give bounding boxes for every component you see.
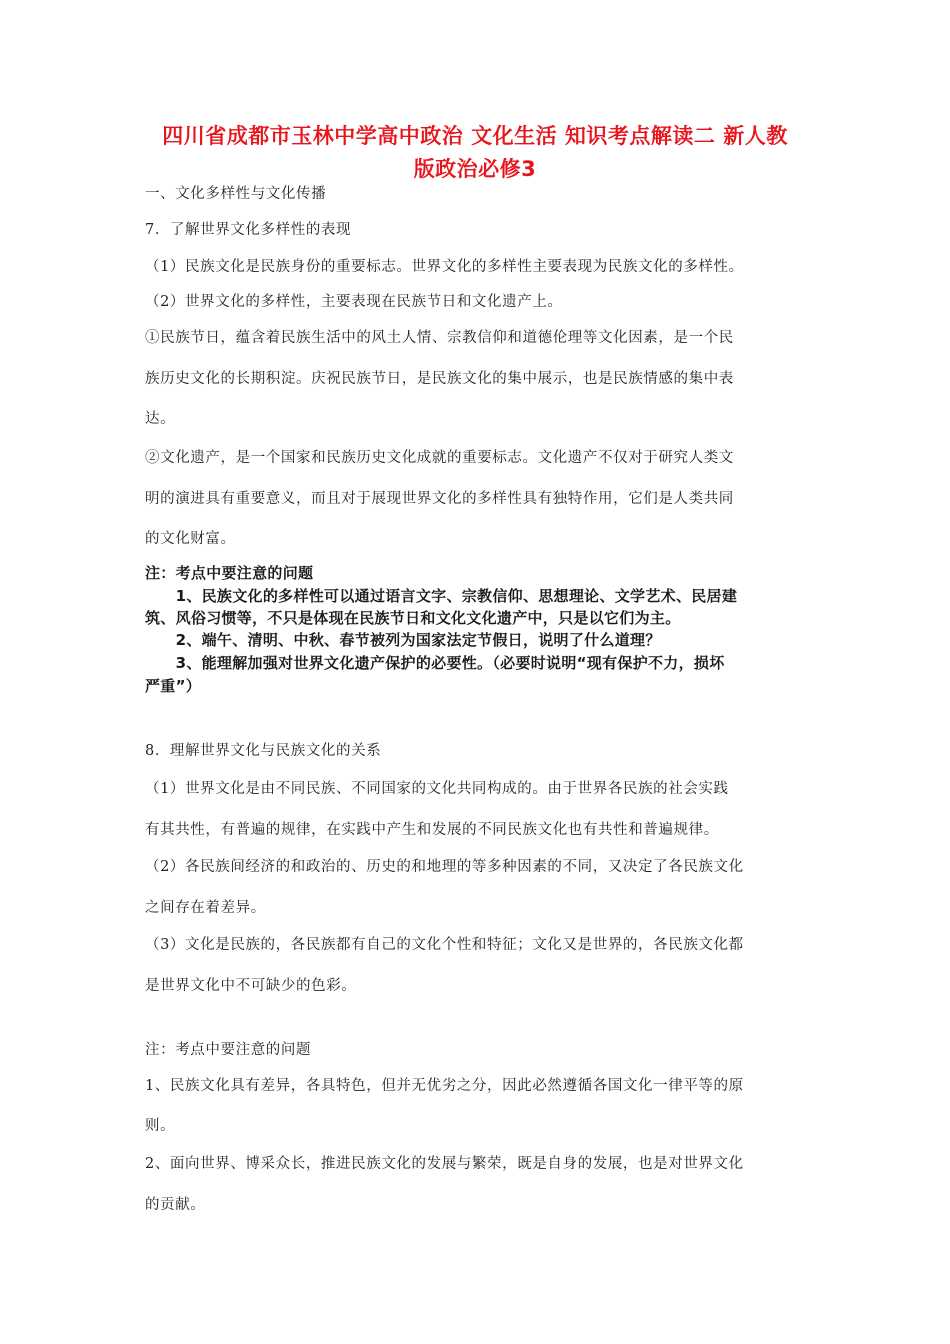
item7-paragraph-1: （1）民族文化是民族身份的重要标志。世界文化的多样性主要表现为民族文化的多样性。 (145, 259, 744, 275)
item8-paragraph-3-line-2: 是世界文化中不可缺少的色彩。 (145, 978, 357, 994)
item8-heading: 8．理解世界文化与民族文化的关系 (145, 743, 382, 759)
item7-paragraph-4-line-2: 明的演进具有重要意义，而且对于展现世界文化的多样性具有独特作用，它们是人类共同 (145, 491, 734, 507)
note7-item-2: 2、端午、清明、中秋、春节被列为国家法定节假日，说明了什么道理？ (145, 631, 661, 649)
note8-item-2-line-2: 的贡献。 (145, 1197, 206, 1213)
item7-paragraph-2: （2）世界文化的多样性，主要表现在民族节日和文化遗产上。 (145, 294, 563, 310)
note7-heading: 注：考点中要注意的问题 (145, 564, 314, 582)
item7-heading: 7．了解世界文化多样性的表现 (145, 222, 352, 238)
title-line-1: 四川省成都市玉林中学高中政治 文化生活 知识考点解读二 新人教 (162, 124, 788, 148)
item7-paragraph-3-line-1: ①民族节日，蕴含着民族生活中的风土人情、宗教信仰和道德伦理等文化因素，是一个民 (145, 330, 734, 346)
item8-paragraph-1-line-2: 有其共性，有普遍的规律，在实践中产生和发展的不同民族文化也有共性和普遍规律。 (145, 822, 719, 838)
item8-paragraph-1-line-1: （1）世界文化是由不同民族、不同国家的文化共同构成的。由于世界各民族的社会实践 (145, 781, 729, 797)
item8-paragraph-2-line-1: （2）各民族间经济的和政治的、历史的和地理的等多种因素的不同，又决定了各民族文化 (145, 859, 744, 875)
title-line-2: 版政治必修3 (413, 157, 537, 181)
note7-item-1-line-1: 1、民族文化的多样性可以通过语言文字、宗教信仰、思想理论、文学艺术、民居建 (145, 587, 738, 605)
item7-paragraph-4-line-3: 的文化财富。 (145, 531, 236, 547)
note7-item-1-line-2: 筑、风俗习惯等，不只是体现在民族节日和文化文化遗产中，只是以它们为主。 (145, 609, 681, 627)
note7-item-3-line-1: 3、能理解加强对世界文化遗产保护的必要性。（必要时说明“现有保护不力，损坏 (145, 654, 725, 672)
section-heading: 一、文化多样性与文化传播 (145, 186, 327, 202)
item8-paragraph-2-line-2: 之间存在着差异。 (145, 900, 266, 916)
note8-item-2-line-1: 2、面向世界、博采众长，推进民族文化的发展与繁荣，既是自身的发展，也是对世界文化 (145, 1156, 744, 1172)
note8-item-1-line-1: 1、民族文化具有差异，各具特色，但并无优劣之分，因此必然遵循各国文化一律平等的原 (145, 1078, 744, 1094)
item7-paragraph-3-line-2: 族历史文化的长期积淀。庆祝民族节日，是民族文化的集中展示，也是民族情感的集中表 (145, 371, 734, 387)
note7-item-3-line-2: 严重”） (145, 677, 202, 695)
note8-item-1-line-2: 则。 (145, 1118, 176, 1134)
item7-paragraph-4-line-1: ②文化遗产，是一个国家和民族历史文化成就的重要标志。文化遗产不仅对于研究人类文 (145, 450, 734, 466)
document-title (120, 120, 830, 186)
item8-paragraph-3-line-1: （3）文化是民族的，各民族都有自己的文化个性和特征；文化又是世界的，各民族文化都 (145, 937, 744, 953)
item7-paragraph-3-line-3: 达。 (145, 411, 176, 427)
note8-heading: 注：考点中要注意的问题 (145, 1042, 312, 1058)
